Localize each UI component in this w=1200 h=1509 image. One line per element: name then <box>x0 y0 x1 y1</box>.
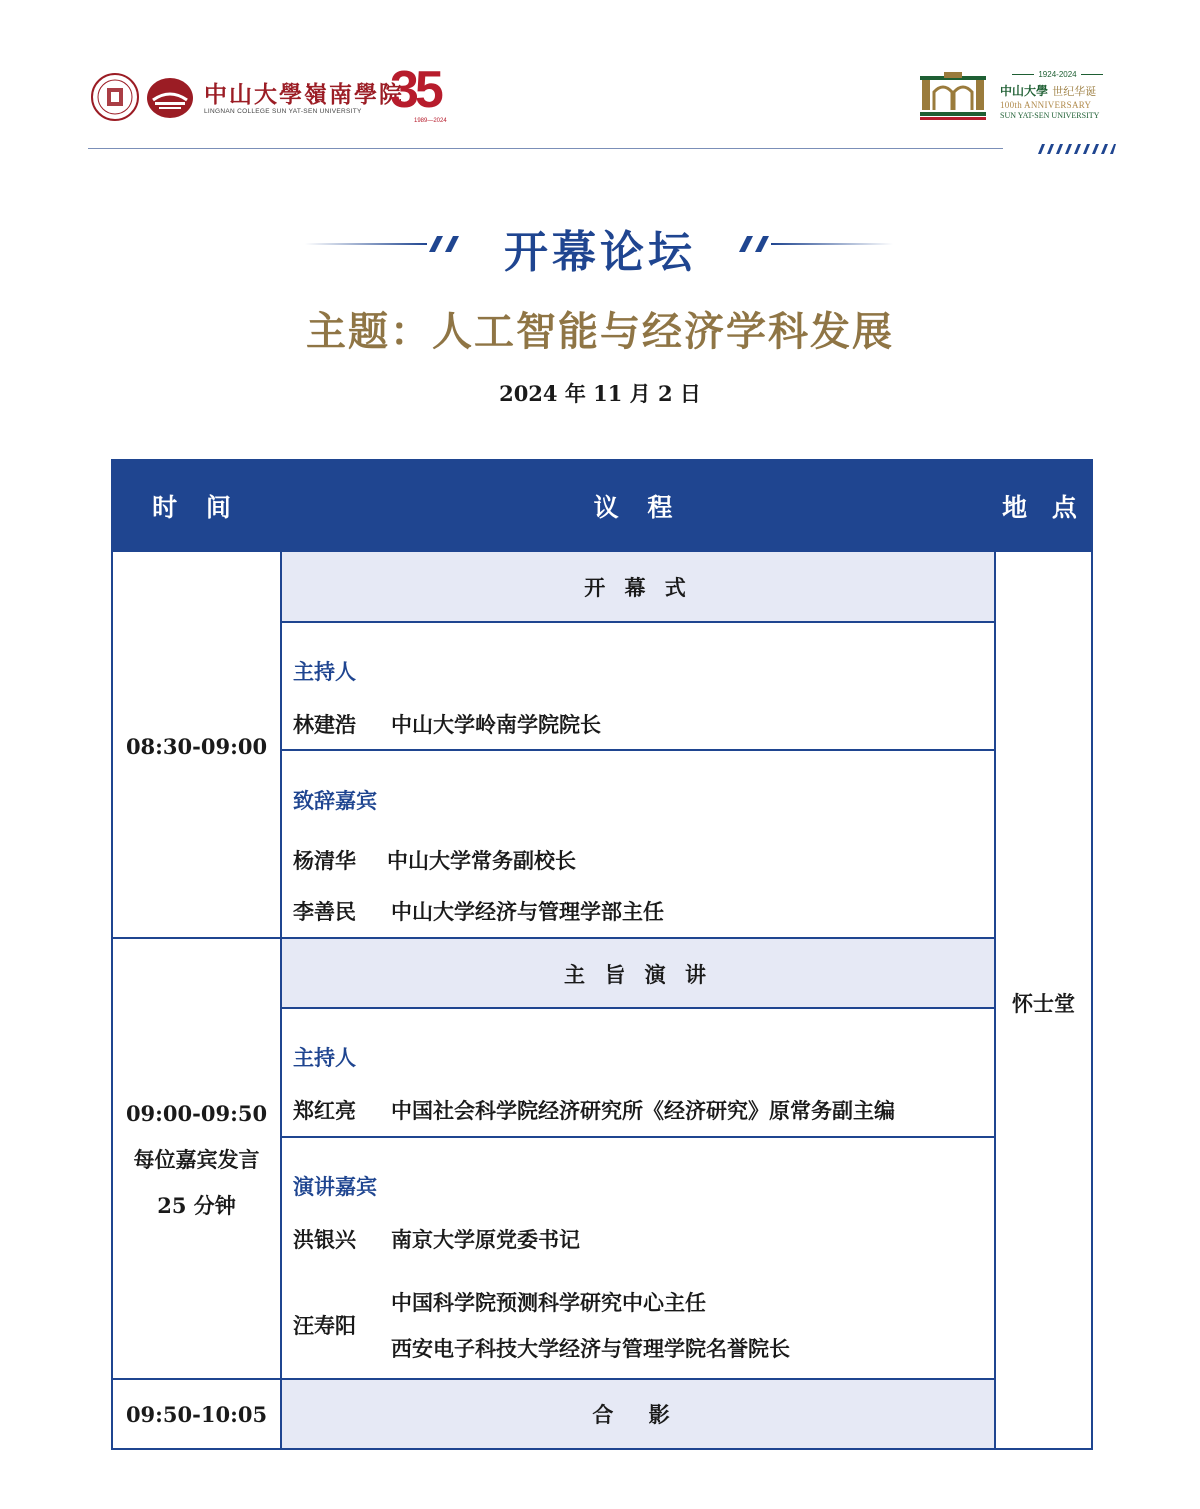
row-divider <box>282 1136 994 1138</box>
guest-line <box>293 1224 580 1254</box>
table-border <box>1091 459 1093 1450</box>
university-seal-logo <box>90 72 140 122</box>
session-band-label: 开 幕 式 <box>584 575 692 600</box>
venue-cell: 怀士堂 <box>1012 991 1075 1016</box>
person-name: 林建浩 <box>293 712 356 737</box>
lingnan-emblem-logo <box>145 76 195 120</box>
host-line <box>293 1095 895 1125</box>
session-time: 09:50-10:05 <box>125 1402 268 1427</box>
session-time-note: 25 分钟 <box>157 1193 236 1218</box>
page-subtitle: 主题：人工智能与经济学科发展 <box>306 308 894 355</box>
person-title: 中国社会科学院经济研究所《经济研究》原常务副主编 <box>391 1098 895 1123</box>
person-name: 汪寿阳 <box>293 1313 356 1338</box>
person-name: 杨清华 <box>293 848 356 873</box>
header-agenda: 议 程 <box>593 492 683 522</box>
centennial-cn <box>1000 82 1118 99</box>
person-name: 洪银兴 <box>293 1227 356 1252</box>
university-gate-icon <box>918 70 988 122</box>
centennial-en-2: SUN YAT-SEN UNIVERSITY <box>1000 111 1100 120</box>
centennial-en-1: 100th ANNIVERSARY <box>1000 100 1092 110</box>
column-divider <box>994 459 996 1450</box>
person-title: 南京大学原党委书记 <box>391 1227 580 1252</box>
page-title: 开幕论坛 <box>504 227 696 278</box>
centennial-cn-name: 中山大學 <box>1000 84 1049 98</box>
guest-line <box>293 1310 391 1340</box>
guests-label: 演讲嘉宾 <box>293 1174 377 1199</box>
session-time: 08:30-09:00 <box>125 734 268 759</box>
session-time-note: 每位嘉宾发言 <box>133 1147 260 1172</box>
guest-title-line: 西安电子科技大学经济与管理学院名誉院长 <box>391 1336 790 1361</box>
header-stripes-decoration <box>1036 144 1116 154</box>
guest-line <box>293 896 664 926</box>
anniversary-years: 1989—2024 <box>414 118 447 124</box>
session-band-label: 主 旨 演 讲 <box>564 961 712 987</box>
session-time: 09:00-09:50 <box>125 1101 268 1126</box>
host-label: 主持人 <box>293 659 356 684</box>
person-name: 郑红亮 <box>293 1098 356 1123</box>
guest-title-line: 中国科学院预测科学研究中心主任 <box>391 1290 706 1315</box>
person-title: 中山大学常务副校长 <box>387 848 576 873</box>
person-title: 中山大学经济与管理学部主任 <box>391 899 664 924</box>
person-title: 中山大学岭南学院院长 <box>391 712 601 737</box>
centennial-years: 1924-2024 <box>1000 70 1115 79</box>
guest-line <box>293 845 576 875</box>
person-name: 李善民 <box>293 899 356 924</box>
header-time: 时 间 <box>152 492 241 522</box>
host-label: 主持人 <box>293 1045 356 1070</box>
college-name-en: LINGNAN COLLEGE SUN YAT-SEN UNIVERSITY <box>204 108 362 115</box>
row-divider <box>282 749 994 751</box>
session-band-label: 合 影 <box>592 1402 684 1427</box>
anniversary-35-logo: 35 <box>390 61 440 119</box>
event-date: 2024 年 11 月 2 日 <box>499 381 701 406</box>
header-divider <box>88 148 1003 149</box>
guests-label: 致辞嘉宾 <box>293 788 377 813</box>
centennial-cn-tag: 世纪华诞 <box>1052 85 1097 98</box>
college-name-cn: 中山大學嶺南學院 <box>204 81 404 108</box>
table-border <box>111 459 113 1450</box>
header-venue: 地 点 <box>1002 492 1085 522</box>
host-line <box>293 709 601 739</box>
